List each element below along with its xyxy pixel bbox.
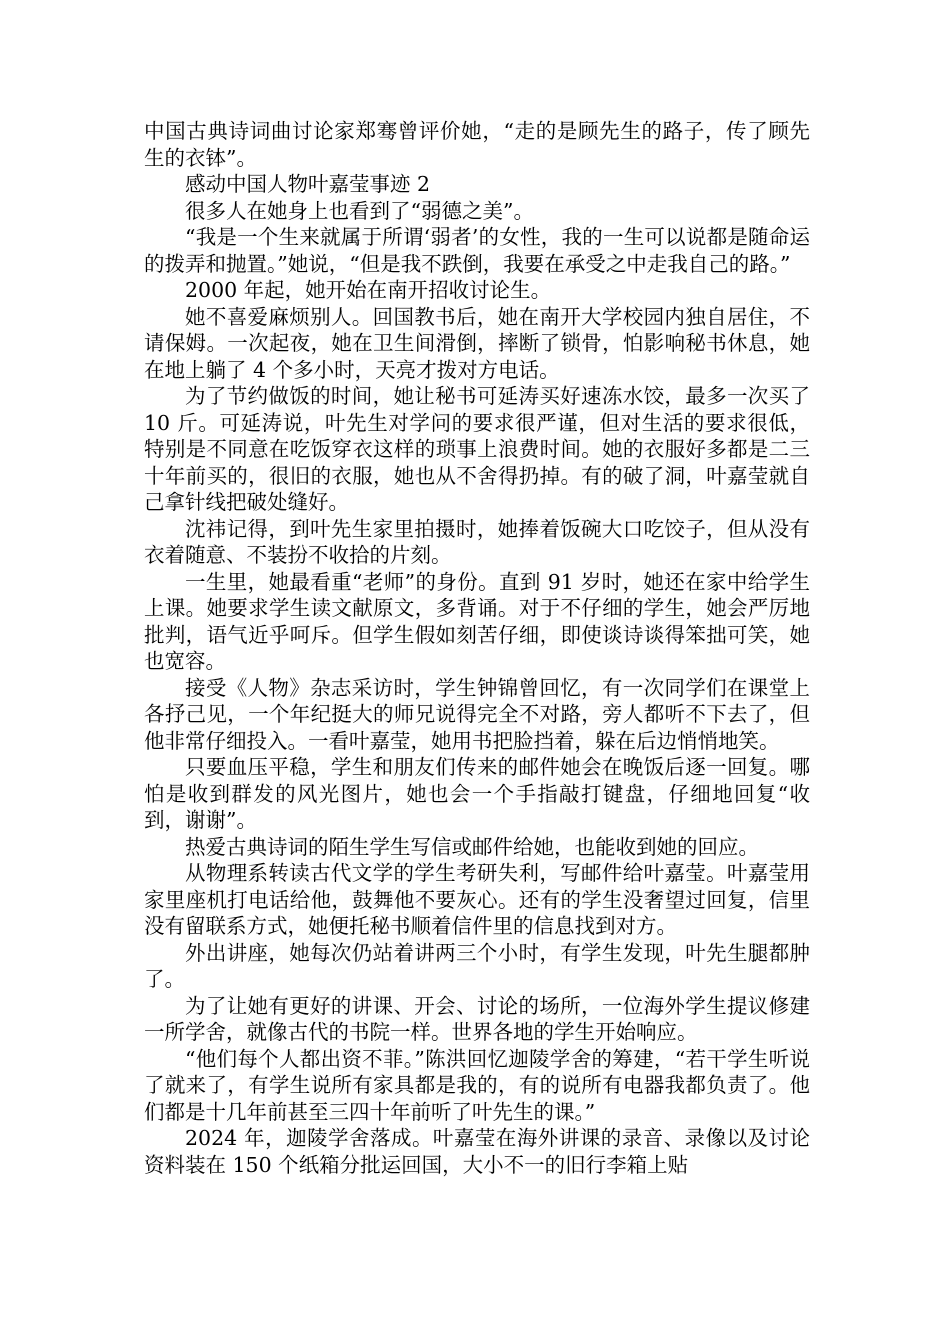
paragraph: 一生里，她最看重“老师”的身份。直到 91 岁时，她还在家中给学生上课。她要求学生读文献原文，多背诵。对于不仔细的学生，她会严厉地批判，语气近乎呵斥。但学生假如刻苦仔细，即使谈诗谈得笨拙可笑，她也宽容。	[144, 569, 810, 673]
paragraph: 中国古典诗词曲讨论家郑骞曾评价她，“走的是顾先生的路子，传了顾先生的衣钵”。	[144, 119, 810, 170]
paragraph: 外出讲座，她每次仍站着讲两三个小时，有学生发现，叶先生腿都肿了。	[144, 940, 810, 991]
paragraph: 2000 年起，她开始在南开招收讨论生。	[185, 278, 552, 302]
paragraph: 接受《人物》杂志采访时，学生钟锦曾回忆，有一次同学们在课堂上各抒己见，一个年纪挺大的师兄说得完全不对路，旁人都听不下去了，但他非常仔细投入。一看叶嘉莹，她用书把脸挡着，躲在后边悄悄地笑。	[144, 675, 810, 753]
paragraph: 沈祎记得，到叶先生家里拍摄时，她捧着饭碗大口吃饺子，但从没有衣着随意、不装扮不收拾的片刻。	[144, 516, 810, 567]
paragraph: 她不喜爱麻烦别人。回国教书后，她在南开大学校园内独自居住，不请保姆。一次起夜，她在卫生间滑倒，摔断了锁骨，怕影响秘书休息，她在地上躺了 4 个多小时，天亮才拨对方电话。	[144, 304, 810, 382]
paragraph: “他们每个人都出资不菲。”陈洪回忆迦陵学舍的筹建，“若干学生听说了就来了，有学生说所有家具都是我的，有的说所有电器我都负责了。他们都是十几年前甚至三四十年前听了叶先生的课。”	[144, 1046, 810, 1124]
paragraph: 从物理系转读古代文学的学生考研失利，写邮件给叶嘉莹。叶嘉莹用家里座机打电话给他，鼓舞他不要灰心。还有的学生没奢望过回复，信里没有留联系方式，她便托秘书顺着信件里的信息找到对方。	[144, 861, 810, 938]
document-body	[144, 118, 810, 1178]
section-heading: 感动中国人物叶嘉莹事迹 2	[185, 172, 431, 196]
paragraph: 2024 年，迦陵学舍落成。叶嘉莹在海外讲课的录音、录像以及讨论资料装在 150 个纸箱分批运回国，大小不一的旧行李箱上贴	[144, 1126, 810, 1177]
paragraph: 只要血压平稳，学生和朋友们传来的邮件她会在晚饭后逐一回复。哪怕是收到群发的风光图片，她也会一个手指敲打键盘，仔细地回复“收到，谢谢”。	[144, 755, 810, 832]
paragraph: 为了节约做饭的时间，她让秘书可延涛买好速冻水饺，最多一次买了 10 斤。可延涛说，叶先生对学问的要求很严谨，但对生活的要求很低，特别是不同意在吃饭穿衣这样的琐事上浪费时间。她的衣服好多都是二三十年前买的，很旧的衣服，她也从不舍得扔掉。有的破了洞，叶嘉莹就自己拿针线把破处缝好。	[144, 384, 810, 514]
paragraph: 为了让她有更好的讲课、开会、讨论的场所，一位海外学生提议修建一所学舍，就像古代的书院一样。世界各地的学生开始响应。	[144, 993, 810, 1044]
paragraph: “我是一个生来就属于所谓‘弱者’的女性，我的一生可以说都是随命运的拨弄和抛置。”她说，“但是我不跌倒，我要在承受之中走我自己的路。”	[144, 225, 810, 276]
paragraph: 热爱古典诗词的陌生学生写信或邮件给她，也能收到她的回应。	[185, 834, 759, 859]
paragraph: 很多人在她身上也看到了“弱德之美”。	[185, 198, 534, 223]
